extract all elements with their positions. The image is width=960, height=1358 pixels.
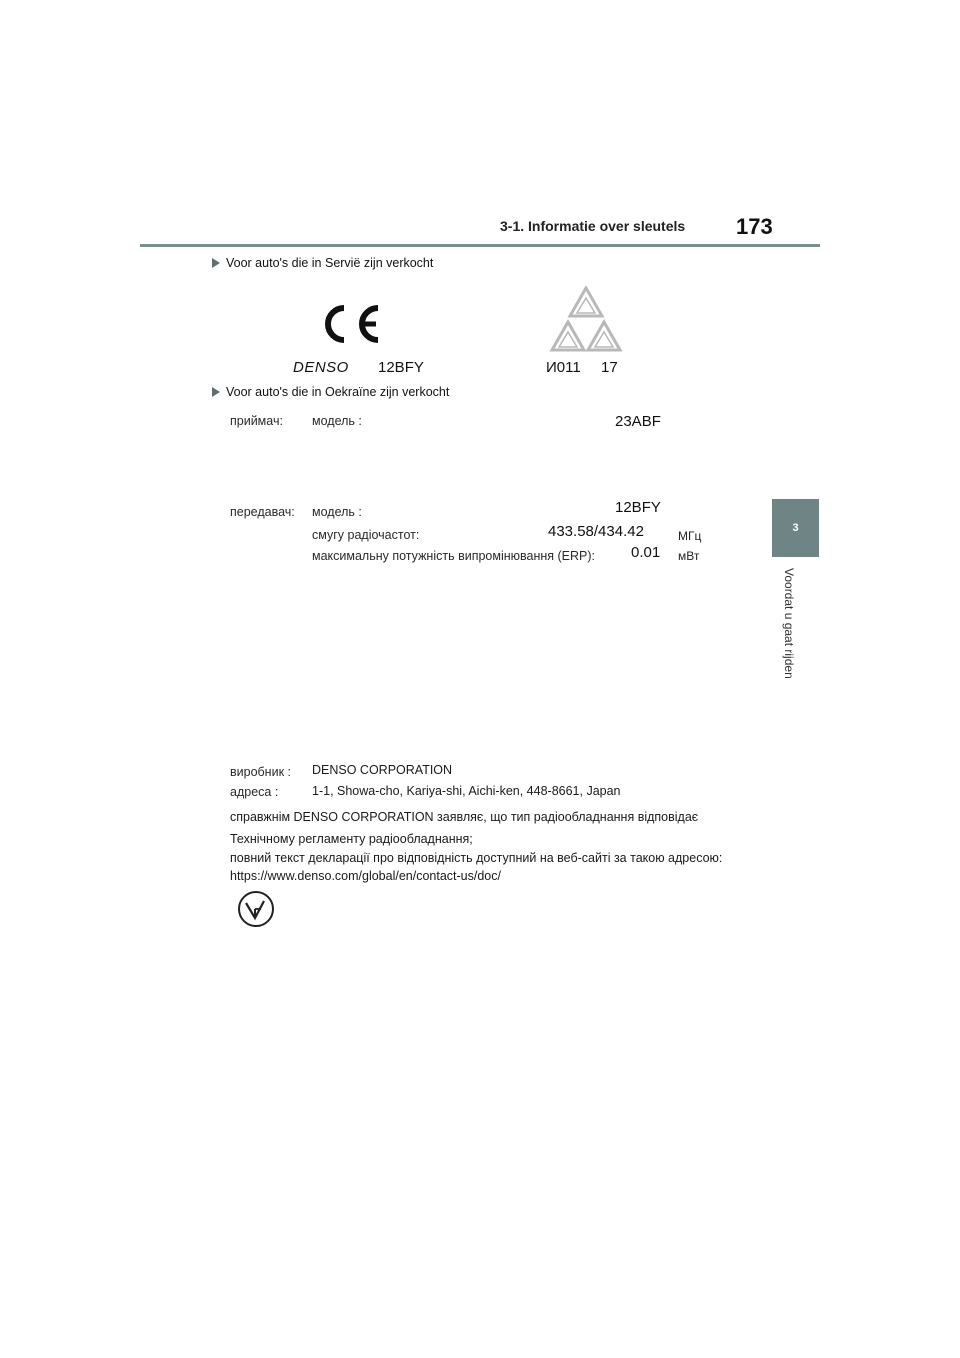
transmitter-model-label: модель : (312, 505, 362, 519)
receiver-model-value: 23ABF (615, 413, 661, 430)
ukraine-heading-text: Voor auto's die in Oekraïne zijn verkocht (226, 385, 450, 399)
transmitter-model-value: 12BFY (615, 499, 661, 516)
declaration-line-2: Технічному регламенту радіообладнання; (230, 832, 473, 846)
section-title: 3-1. Informatie over sleutels (500, 218, 686, 234)
receiver-model-label: модель : (312, 414, 362, 428)
ukraine-heading (212, 385, 449, 399)
declaration-line-1: справжнім DENSO CORPORATION заявляє, що тип радіообладнання відповідає (230, 810, 699, 824)
ce-mark-icon (318, 302, 386, 346)
triangle-bullet-icon (212, 387, 220, 397)
serbia-conformity-mark-icon (546, 286, 626, 356)
frequency-unit: МГц (678, 529, 702, 543)
power-unit: мВт (678, 549, 700, 563)
denso-logo: DENSO (293, 359, 349, 376)
serbia-heading (212, 256, 433, 270)
address-value: 1-1, Showa-cho, Kariya-shi, Aichi-ken, 448-8661, Japan (312, 784, 621, 798)
address-label: адреса : (230, 785, 279, 799)
triangle-bullet-icon (212, 258, 220, 268)
page-number: 173 (736, 214, 773, 239)
header-divider (140, 244, 820, 247)
manufacturer-value: DENSO CORPORATION (312, 763, 453, 777)
chapter-label: Voordat u gaat rijden (782, 568, 796, 679)
serbia-approval-code: И011 (546, 359, 581, 376)
frequency-label: смугу радіочастот: (312, 528, 420, 542)
denso-model-code: 12BFY (378, 359, 424, 376)
declaration-url: https://www.denso.com/global/en/contact-us/doc/ (230, 869, 501, 883)
receiver-label: приймач: (230, 414, 283, 428)
serbia-heading-text: Voor auto's die in Servië zijn verkocht (226, 256, 434, 270)
chapter-number: 3 (792, 522, 799, 534)
frequency-value: 433.58/434.42 (548, 523, 644, 540)
declaration-line-3: повний текст декларації про відповідність доступний на веб-сайті за такою адресою: (230, 851, 723, 865)
transmitter-label: передавач: (230, 505, 295, 519)
chapter-tab (772, 499, 819, 557)
serbia-approval-number: 17 (601, 359, 618, 376)
power-value: 0.01 (631, 544, 661, 561)
manufacturer-label: виробник : (230, 765, 291, 779)
ukraine-conformity-mark-icon (236, 889, 276, 929)
power-label: максимальну потужність випромінювання (ERP): (312, 549, 596, 563)
